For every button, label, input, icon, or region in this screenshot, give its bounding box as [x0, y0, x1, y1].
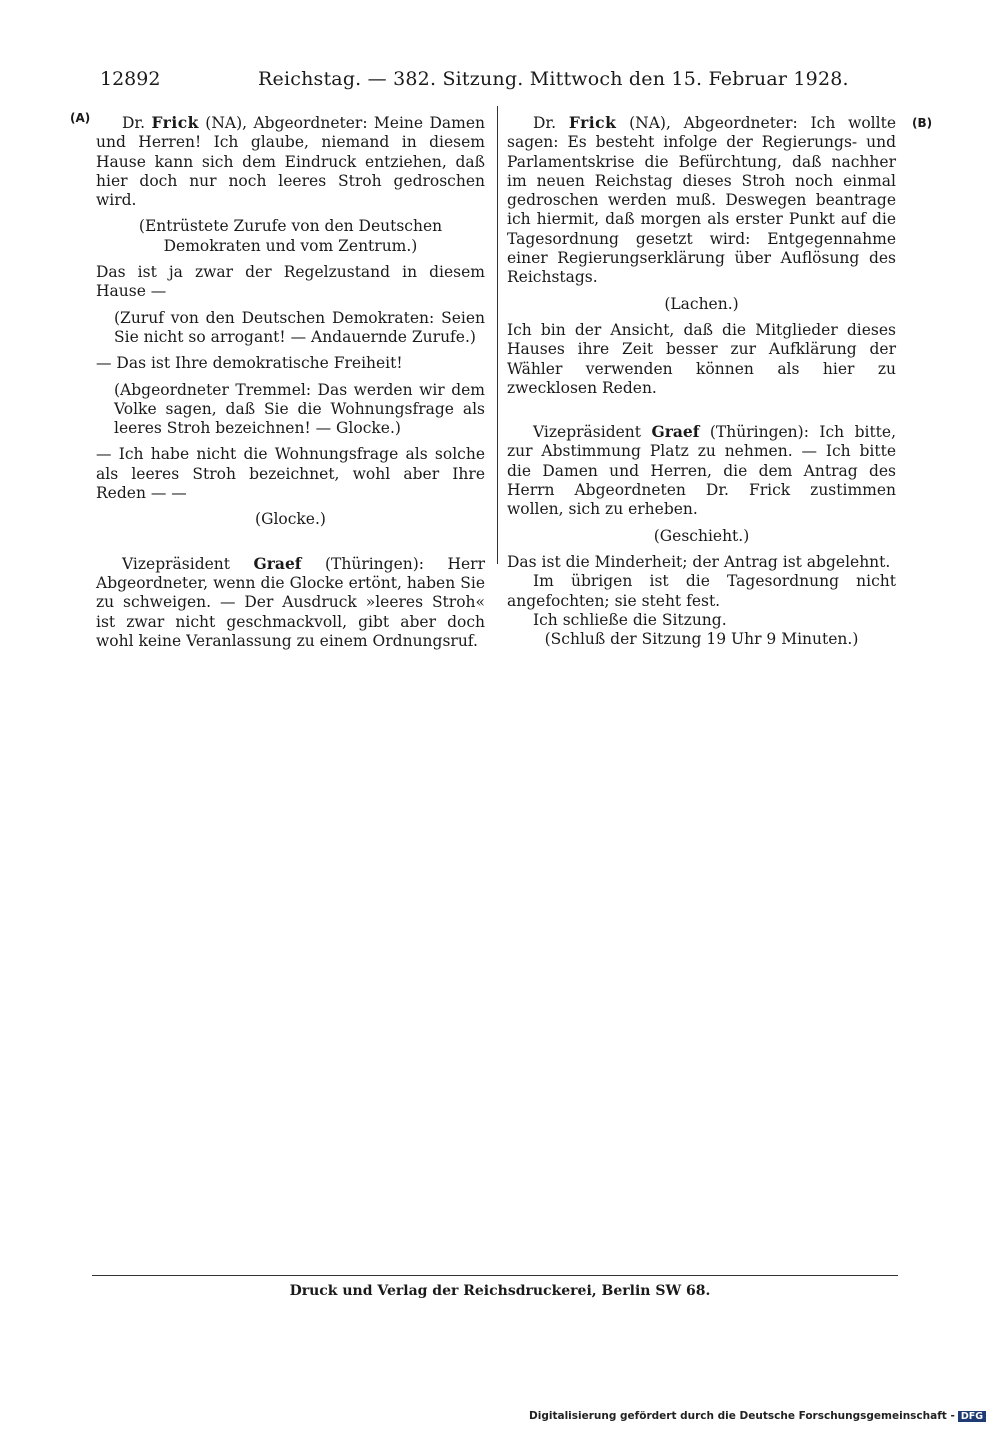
speech-paragraph: Das ist ja zwar der Regelzustand in diesem Hause — [96, 263, 485, 301]
interjection: (Abgeordneter Tremmel: Das werden wir dem Volke sagen, daß Sie die Wohnungsfrage als leeres Stroh bezeichnen! — Glocke.) [114, 380, 485, 438]
closing-note: (Schluß der Sitzung 19 Uhr 9 Minuten.) [544, 630, 859, 649]
speaker-title: Vizepräsident [122, 554, 254, 573]
speaker-name: Graef [253, 553, 302, 573]
margin-mark-b: (B) [912, 116, 933, 130]
speech-paragraph: — Ich habe nicht die Wohnungsfrage als solche als leeres Stroh bezeichnet, wohl aber Ihre Reden — — [96, 445, 485, 503]
speech-paragraph: Das ist die Minderheit; der Antrag ist abgelehnt. [507, 552, 891, 571]
speech-paragraph: Im übrigen ist die Tagesordnung nicht angefochten; sie steht fest. [507, 572, 896, 610]
speech-paragraph [507, 113, 896, 288]
dfg-logo: DFG [958, 1411, 986, 1422]
speech-text: (NA), Abgeordneter: Ich wollte sagen: Es besteht infolge der Regierungs- und Parlamentskrise die Befürchtung, daß nachher im neuen Reichstag dieses Stroh noch einmal gedroschen werden muß. Deswegen beantrage ich hiermit, daß morgen als erster Punkt auf die Tagesordnung gesetzt wird: Entgegennahme einer Regierungserklärung über Auflösung des Reichstags. [507, 114, 897, 287]
speaker-name: Graef [651, 422, 700, 442]
speech-paragraph: Ich schließe die Sitzung. [533, 610, 727, 629]
interjection: (Zuruf von den Deutschen Demokraten: Seien Sie nicht so arrogant! — Andauernde Zurufe.) [114, 308, 485, 346]
interjection: (Lachen.) [664, 294, 739, 313]
printer-imprint: Druck und Verlag der Reichsdruckerei, Berlin SW 68. [289, 1283, 711, 1299]
footer-rule [92, 1275, 898, 1276]
speaker-title: Dr. [533, 114, 569, 132]
digitization-text: Digitalisierung gefördert durch die Deutsche Forschungsgemeinschaft - [529, 1410, 955, 1422]
interjection: (Entrüstete Zurufe von den Deutschen Demokraten und vom Zentrum.) [138, 217, 443, 255]
speech-paragraph [507, 422, 896, 519]
left-column [96, 113, 485, 651]
speech-text: (Thüringen): Herr Abgeordneter, wenn die Glocke ertönt, haben Sie zu schweigen. — Der Ausdruck »leeres Stroh« ist zwar nicht geschmackvoll, gibt aber doch wohl keine Veranlassung zu einem Ordnungsruf. [96, 554, 485, 650]
page-number: 12892 [100, 68, 161, 90]
speech-paragraph [96, 113, 485, 210]
speaker-title: Vizepräsident [533, 423, 652, 442]
running-header: Reichstag. — 382. Sitzung. Mittwoch den 15. Februar 1928. [258, 68, 849, 90]
column-divider [497, 106, 498, 564]
speaker-title: Dr. [122, 114, 152, 132]
right-column [507, 113, 896, 649]
digitization-credit [529, 1410, 986, 1422]
interjection: (Geschieht.) [653, 526, 750, 545]
speech-text: (Thüringen): Ich bitte, zur Abstimmung Platz zu nehmen. — Ich bitte die Damen und Herren, die dem Antrag des Herrn Abgeordneten Dr. Frick zustimmen wollen, sich zu erheben. [507, 423, 897, 519]
margin-mark-a: (A) [70, 111, 91, 125]
speech-paragraph: — Das ist Ihre demokratische Freiheit! [96, 354, 403, 373]
speaker-name: Frick [568, 113, 617, 132]
speech-paragraph: Ich bin der Ansicht, daß die Mitglieder dieses Hauses ihre Zeit besser zur Aufklärung der Wähler verwenden können als hier zu zwecklosen Reden. [507, 320, 896, 397]
speaker-name: Frick [151, 113, 199, 132]
speech-text: (NA), Abgeordneter: Meine Damen und Herren! Ich glaube, niemand in diesem Hause kann sich dem Eindruck entziehen, daß hier doch nur noch leeres Stroh gedroschen wird. [96, 114, 485, 210]
interjection: (Glocke.) [255, 510, 326, 529]
speech-paragraph [96, 554, 485, 651]
